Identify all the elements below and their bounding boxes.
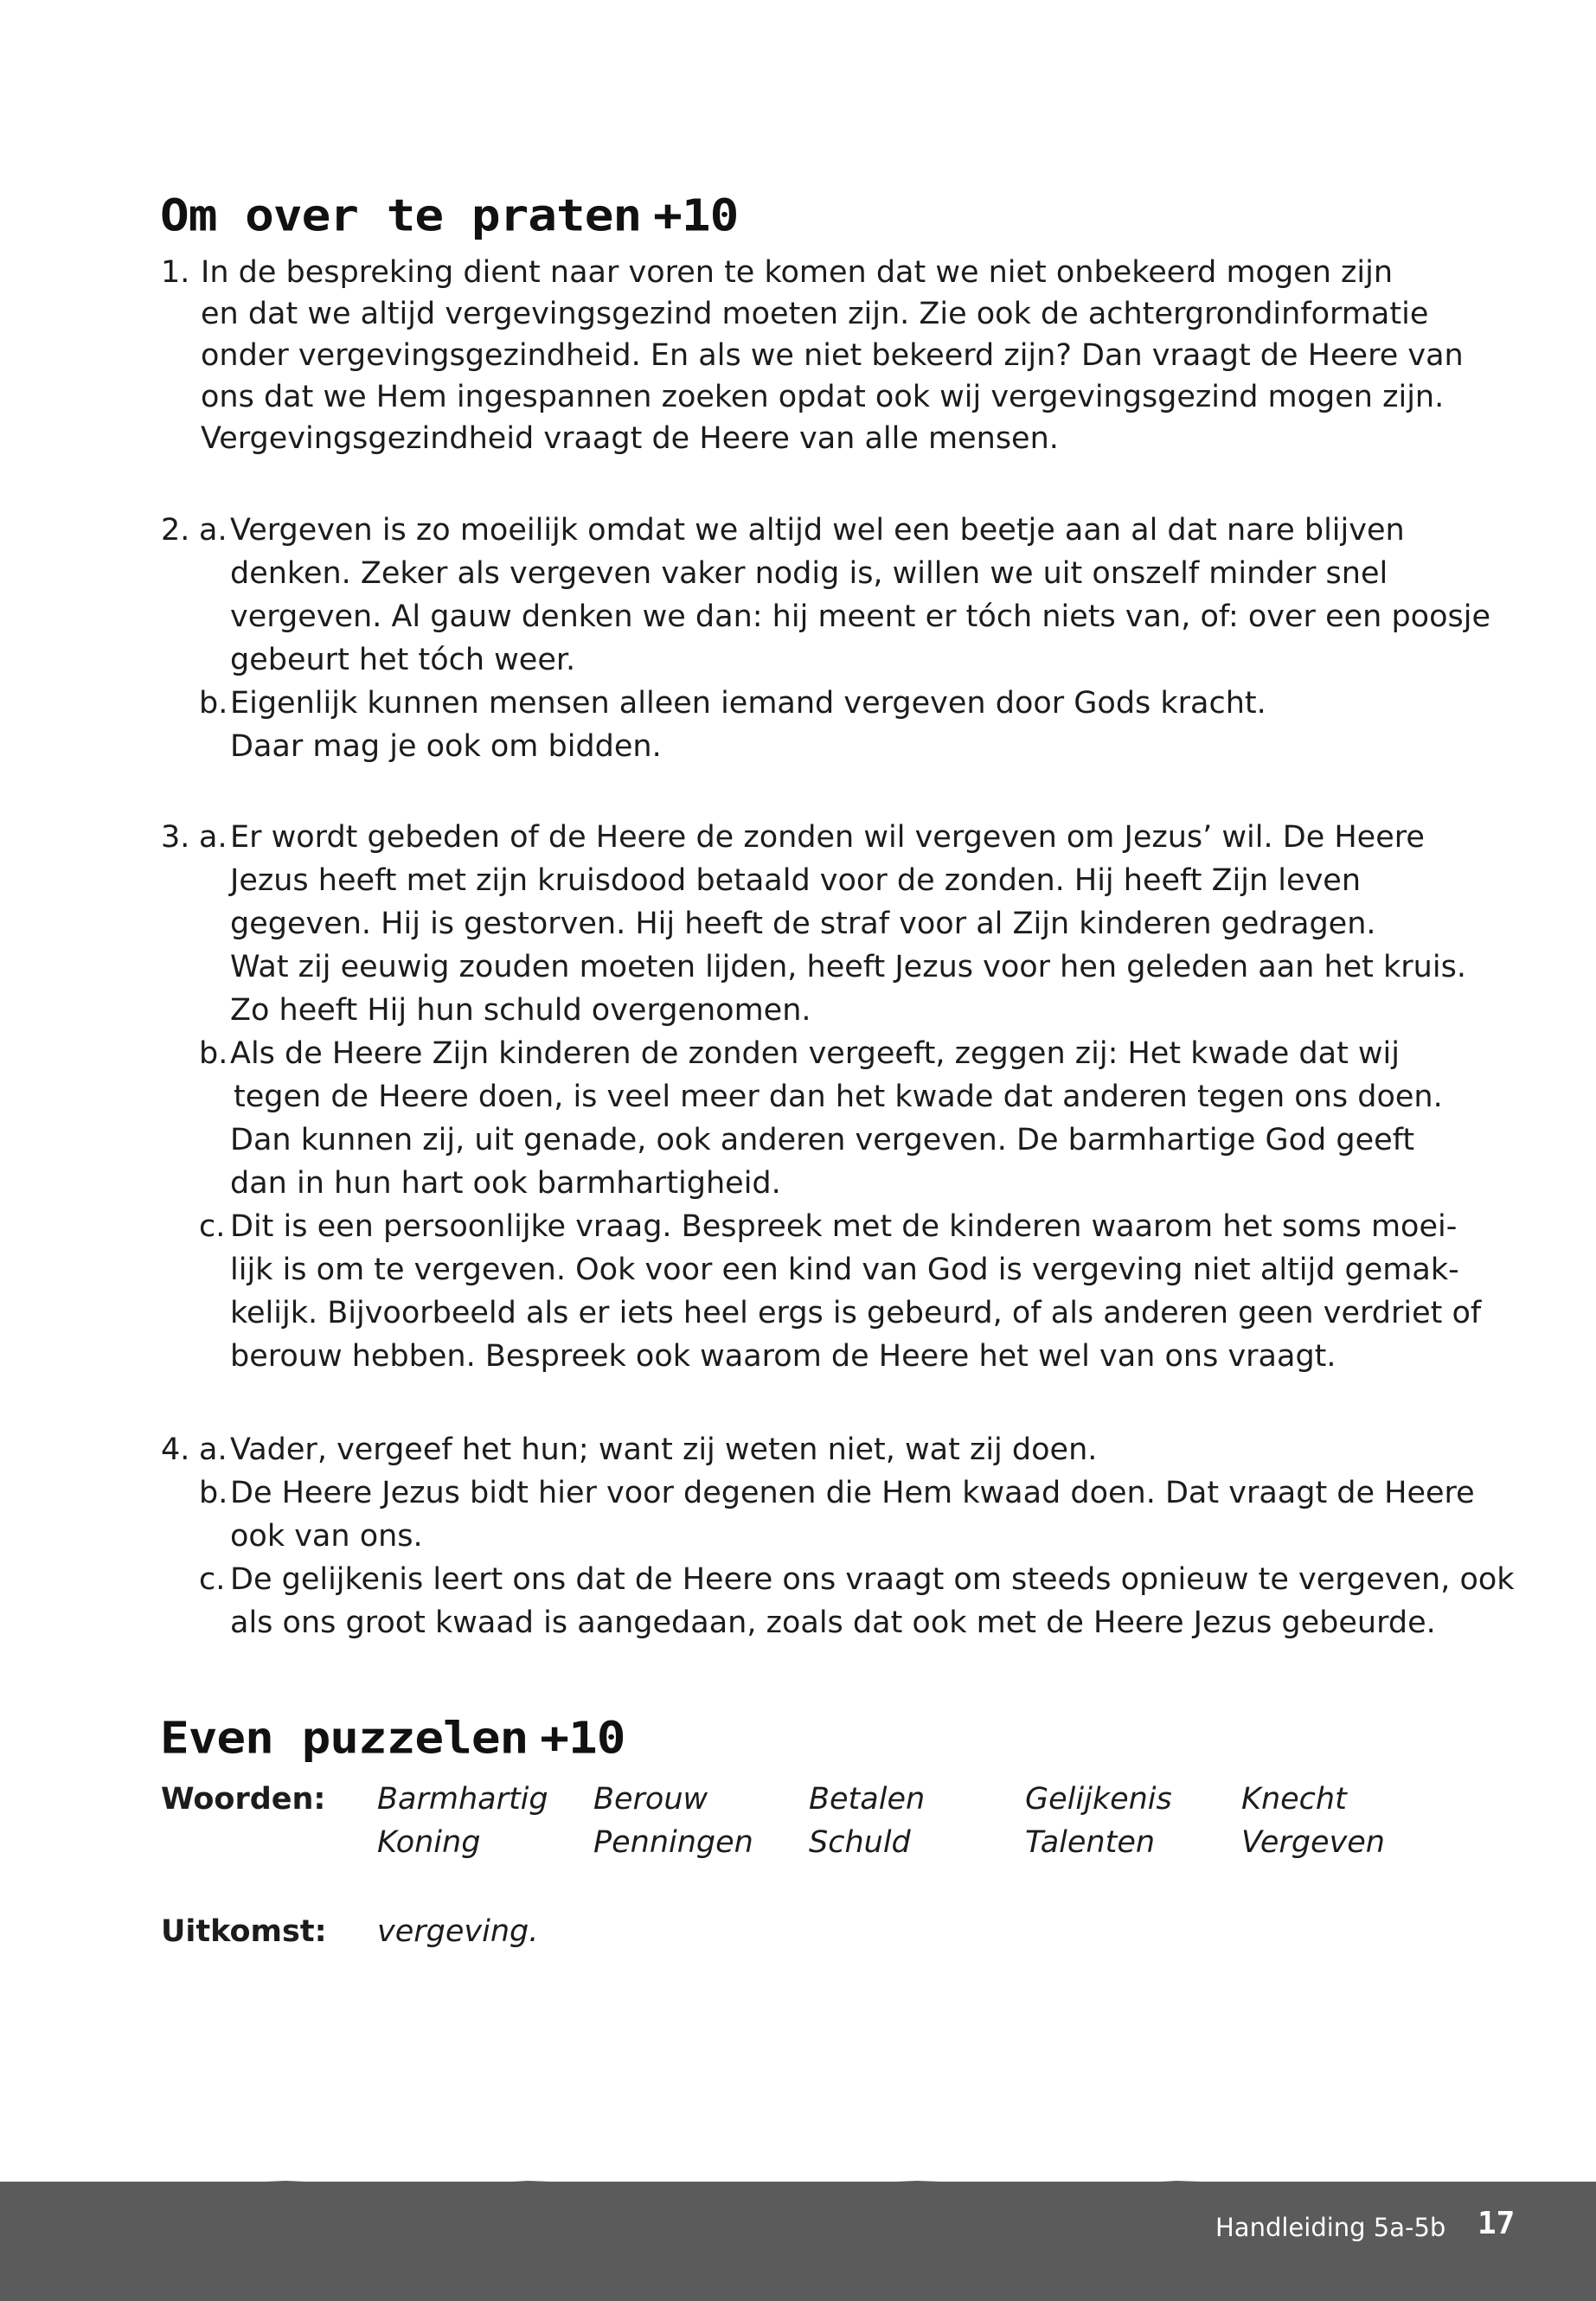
sub-label: c. xyxy=(199,1562,226,1597)
puzzle-word: Vergeven xyxy=(1241,1825,1385,1860)
footer-title: Handleiding 5a-5b xyxy=(1215,2213,1446,2242)
puzzle-word: Betalen xyxy=(809,1782,926,1817)
puzzle-word: Gelijkenis xyxy=(1025,1782,1172,1817)
text-line: tegen de Heere doen, is veel meer dan het kwade dat anderen tegen ons doen. xyxy=(234,1080,1443,1114)
text-line: De gelijkenis leert ons dat de Heere ons vraagt om steeds opnieuw te vergeven, ook xyxy=(230,1562,1515,1597)
sub-label: c. xyxy=(199,1209,226,1244)
sub-label: a. xyxy=(199,820,228,855)
sub-label: b. xyxy=(199,1036,228,1071)
result-label: Uitkomst: xyxy=(161,1914,327,1949)
question-number: 2. xyxy=(161,513,190,548)
text-line: Er wordt gebeden of de Heere de zonden wil vergeven om Jezus’ wil. De Heere xyxy=(230,820,1425,855)
text-line: denken. Zeker als vergeven vaker nodig is, willen we uit onszelf minder snel xyxy=(230,556,1388,591)
puzzle-word: Knecht xyxy=(1241,1782,1347,1817)
puzzle-word: Koning xyxy=(377,1825,481,1860)
puzzle-word: Barmhartig xyxy=(377,1782,548,1817)
text-line: Vergevingsgezindheid vraagt de Heere van alle mensen. xyxy=(201,421,1059,456)
text-line: lijk is om te vergeven. Ook voor een kind van God is vergeving niet altijd gemak- xyxy=(230,1253,1459,1287)
text-line: ons dat we Hem ingespannen zoeken opdat ook wij vergevingsgezind mogen zijn. xyxy=(201,380,1445,414)
words-label: Woorden: xyxy=(161,1782,326,1817)
page-number: 17 xyxy=(1477,2206,1516,2241)
question-number: 4. xyxy=(161,1433,190,1467)
text-line: Daar mag je ook om bidden. xyxy=(230,729,662,764)
question-number: 1. xyxy=(161,255,190,290)
puzzle-word: Penningen xyxy=(593,1825,753,1860)
text-line: In de bespreking dient naar voren te komen dat we niet onbekeerd mogen zijn xyxy=(201,255,1394,290)
text-line: gebeurt het tóch weer. xyxy=(230,643,576,677)
text-line: Dit is een persoonlijke vraag. Bespreek met de kinderen waarom het soms moei- xyxy=(230,1209,1458,1244)
text-line: Zo heeft Hij hun schuld overgenomen. xyxy=(230,993,811,1028)
text-line: dan in hun hart ook barmhartigheid. xyxy=(230,1166,781,1201)
sub-label: a. xyxy=(199,513,228,548)
points-badge: +10 xyxy=(540,1713,625,1764)
section-heading-puzzle xyxy=(160,1713,625,1764)
section-title: Om over te praten xyxy=(160,190,642,241)
text-line: en dat we altijd vergevingsgezind moeten zijn. Zie ook de achtergrondinformatie xyxy=(201,297,1429,331)
text-line: kelijk. Bijvoorbeeld als er iets heel ergs is gebeurd, of als anderen geen verdriet of xyxy=(230,1296,1482,1330)
text-line: gegeven. Hij is gestorven. Hij heeft de straf voor al Zijn kinderen gedragen. xyxy=(230,907,1376,941)
text-line: Als de Heere Zijn kinderen de zonden vergeeft, zeggen zij: Het kwade dat wij xyxy=(230,1036,1400,1071)
sub-label: a. xyxy=(199,1433,228,1467)
section-heading-talk xyxy=(160,190,739,241)
text-line: vergeven. Al gauw denken we dan: hij meent er tóch niets van, of: over een poosje xyxy=(230,599,1490,634)
sub-label: b. xyxy=(199,1476,228,1510)
text-line: Wat zij eeuwig zouden moeten lijden, heeft Jezus voor hen geleden aan het kruis. xyxy=(230,950,1466,984)
puzzle-word: Schuld xyxy=(809,1825,911,1860)
puzzle-word: Talenten xyxy=(1025,1825,1156,1860)
text-line: Vergeven is zo moeilijk omdat we altijd wel een beetje aan al dat nare blijven xyxy=(230,513,1405,548)
text-line: Vader, vergeef het hun; want zij weten niet, wat zij doen. xyxy=(230,1433,1098,1467)
text-line: Eigenlijk kunnen mensen alleen iemand vergeven door Gods kracht. xyxy=(230,686,1266,721)
text-line: berouw hebben. Bespreek ook waarom de Heere het wel van ons vraagt. xyxy=(230,1339,1336,1374)
text-line: onder vergevingsgezindheid. En als we niet bekeerd zijn? Dan vraagt de Heere van xyxy=(201,338,1464,373)
text-line: als ons groot kwaad is aangedaan, zoals dat ook met de Heere Jezus gebeurde. xyxy=(230,1606,1436,1640)
question-number: 3. xyxy=(161,820,190,855)
result-value: vergeving. xyxy=(377,1914,539,1949)
text-line: Jezus heeft met zijn kruisdood betaald voor de zonden. Hij heeft Zijn leven xyxy=(230,863,1361,898)
text-line: Dan kunnen zij, uit genade, ook anderen vergeven. De barmhartige God geeft xyxy=(230,1123,1415,1157)
text-line: De Heere Jezus bidt hier voor degenen die Hem kwaad doen. Dat vraagt de Heere xyxy=(230,1476,1475,1510)
sub-label: b. xyxy=(199,686,228,721)
text-line: ook van ons. xyxy=(230,1519,423,1554)
section-title: Even puzzelen xyxy=(160,1713,529,1764)
points-badge: +10 xyxy=(653,190,739,241)
puzzle-word: Berouw xyxy=(593,1782,708,1817)
